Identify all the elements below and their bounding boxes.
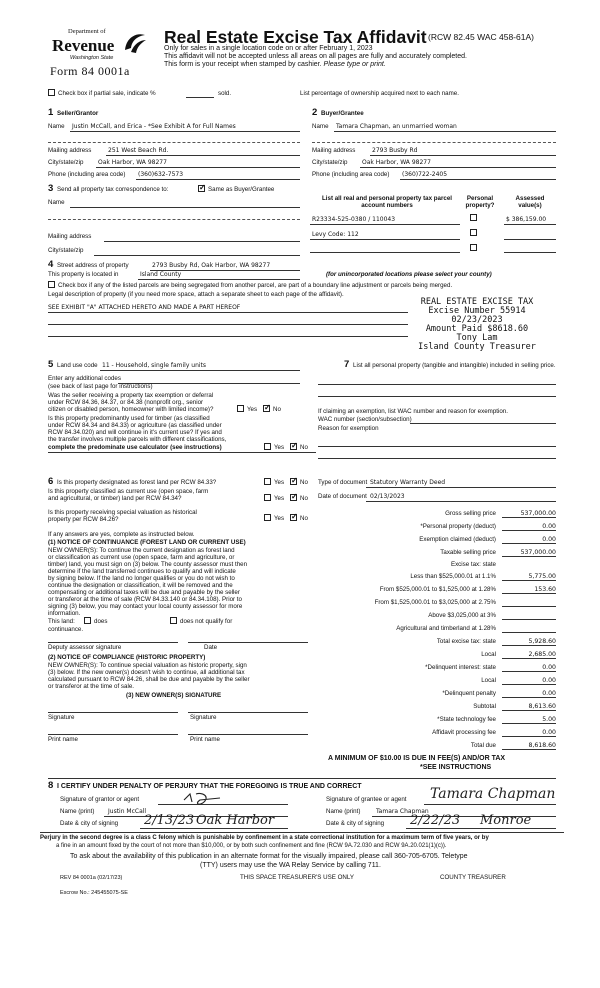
deputy-signature-label: Deputy assessor signature <box>48 644 122 651</box>
exemption-no-checkbox[interactable] <box>263 405 270 412</box>
new-owner-print-field-2[interactable] <box>188 734 308 735</box>
processing-fee-label: Affidavit processing fee <box>432 729 496 736</box>
excise-state-label: Excise tax: state <box>450 561 496 568</box>
exemption-yes-checkbox[interactable] <box>237 405 244 412</box>
assessed-header: Assessed value(s) <box>515 195 545 210</box>
timber-q-line-2: under RCW 84.34 and 84.33) or agriculture (as classified under <box>48 422 222 429</box>
signature-label-2: Signature <box>190 714 217 721</box>
same-as-buyer-label: Same as Buyer/Grantee <box>208 186 275 193</box>
land-does-label: does <box>94 618 108 625</box>
personal-property-list-label: List all personal property (tangible and intangible) included in selling price. <box>353 362 556 369</box>
stamp-line-2: Excise Number 55914 <box>428 306 526 316</box>
partial-percent-field[interactable] <box>186 97 214 98</box>
historic-q-line-2: property per RCW 84.26? <box>48 516 119 523</box>
reason-label: Reason for exemption <box>318 425 379 432</box>
tech-fee-label: *State technology fee <box>437 716 496 723</box>
perjury-line-1: Perjury in the second degree is a class C felony which is punishable by confinement in a state correctional institution for a maximum term of five years, or by <box>40 835 489 841</box>
seller-city-field[interactable]: Oak Harbor, WA 98277 <box>98 159 167 166</box>
notice-continuance-line: NEW OWNER(S): To continue the current designation as forest land <box>48 547 235 554</box>
forest-land-question: Is this property designated as forest land per RCW 84.33? <box>57 479 217 486</box>
buyer-name-field[interactable]: Tamara Chapman, an unmarried woman <box>336 123 457 130</box>
corr-name-field[interactable] <box>70 207 300 208</box>
timber-q-line-5: complete the predominate use calculator (see instructions) <box>48 444 222 451</box>
current-use-no-label: No <box>300 495 308 502</box>
historic-no-label: No <box>300 515 308 522</box>
rate-1-field[interactable]: 5,775.00 <box>502 573 556 581</box>
delinquent-penalty-label: *Delinquent penalty <box>442 690 496 697</box>
grantee-city-field[interactable]: Monroe <box>480 813 532 828</box>
notice-continuance-line: continue the designation or classification, it will be removed and the <box>48 582 233 589</box>
exemption-yes-label: Yes <box>247 406 258 413</box>
assessed-line-3 <box>504 252 556 253</box>
corr-city-label: City/state/zip <box>48 247 84 254</box>
rcw-reference: (RCW 82.45 WAC 458-61A) <box>428 32 534 42</box>
revision-label: REV 84 0001a (02/17/23) <box>60 875 123 881</box>
logo-state: Washington State <box>70 55 114 61</box>
current-use-q-line-1: Is this property classified as current use (open space, farm <box>48 488 209 495</box>
legal-line-2 <box>48 324 408 325</box>
buyer-phone-label: Phone (including area code) <box>312 171 390 178</box>
land-use-line <box>100 370 300 371</box>
certify-statement: I CERTIFY UNDER PENALTY OF PERJURY THAT THE FOREGOING IS TRUE AND CORRECT <box>57 783 362 790</box>
land-does-not-label: does not qualify for <box>180 618 233 625</box>
stamp-line-3: 02/23/2023 <box>451 315 503 325</box>
grantee-name-label: Name (print) <box>326 808 361 815</box>
processing-fee-field[interactable]: 0.00 <box>502 729 556 737</box>
parcel-column-header: List all real and personal property tax parcel account numbers <box>322 195 452 210</box>
doc-type-line <box>366 487 556 488</box>
exemption-no-label: No <box>273 406 281 413</box>
exemption-q-line-3: citizen or disabled person, homeowner with limited income)? <box>48 406 214 413</box>
additional-codes-note: (see back of last page for instructions) <box>48 383 153 390</box>
corr-mail-field[interactable] <box>104 241 300 242</box>
parcel-number[interactable]: R23334-525-0380 / 110043 <box>312 216 396 223</box>
grantee-name-field[interactable]: Tamara Chapman <box>376 808 429 815</box>
buyer-name-label: Name <box>312 123 329 130</box>
timber-q-line-1: Is this property predominantly used for timber (as classified <box>48 415 210 422</box>
exemption-q-line-2: under RCW 84.36, 84.37, or 84.38 (nonprofit org., senior <box>48 399 204 406</box>
grantor-name-label: Name (print) <box>60 808 95 815</box>
assessed-line-1 <box>504 224 556 225</box>
timber-yes-label: Yes <box>274 444 285 451</box>
segregation-label: Check box if any of the listed parcels are being segregated from another parcel, are part of a boundary line adjustment or parcels being merged. <box>58 282 453 289</box>
notice-compliance-line: calculated pursuant to RCW 84.26, shall be due and payable by the seller <box>48 676 250 683</box>
revenue-swoosh-icon <box>122 30 148 56</box>
corr-extra-line <box>48 219 300 220</box>
same-as-buyer-checkbox[interactable] <box>198 185 205 192</box>
grantee-date-label: Date & city of signing <box>326 820 385 827</box>
stamp-line-1: REAL ESTATE EXCISE TAX <box>420 297 534 307</box>
signature-label-1: Signature <box>48 714 75 721</box>
new-owner-print-field-1[interactable] <box>48 734 178 735</box>
grantee-date-line <box>406 828 556 829</box>
subtitle-1: Only for sales in a single location code on or after February 1, 2023 <box>164 45 373 52</box>
print-name-label-2: Print name <box>190 736 220 743</box>
local-label: Local <box>481 651 496 658</box>
new-owner-signature-field-2[interactable] <box>188 712 308 713</box>
forest-no-checkbox[interactable] <box>290 478 297 485</box>
gross-price-field[interactable]: 537,000.00 <box>502 510 556 518</box>
seller-city-label: City/state/zip <box>48 159 84 166</box>
taxable-price-label: Taxable selling price <box>440 549 496 556</box>
escrow-number: Escrow No.: 245455075-SE <box>60 890 128 896</box>
timber-no-label: No <box>300 444 308 451</box>
see-instructions-note: *SEE INSTRUCTIONS <box>420 764 492 771</box>
notice-continuance-line: compensating or additional taxes will be due and payable by the seller <box>48 589 240 596</box>
stamp-line-6: Island County Treasurer <box>418 342 536 352</box>
current-use-yes-label: Yes <box>274 495 285 502</box>
current-use-q-line-2: and agricultural, or timber) land per RCW 84.34? <box>48 495 182 502</box>
street-address-label: Street address of property <box>57 262 129 269</box>
section-6-number: 6 <box>48 476 54 487</box>
taxable-price-field[interactable]: 537,000.00 <box>502 549 556 557</box>
rate-1-label: Less than $525,000.01 at 1.1% <box>410 573 496 580</box>
footer-rule <box>40 832 564 833</box>
grantee-signature-label: Signature of grantee or agent <box>326 796 407 803</box>
seller-name-label: Name <box>48 123 65 130</box>
this-land-label: This land: <box>48 618 75 625</box>
grantee-date-field[interactable]: 2/22/23 <box>410 813 461 828</box>
county-treasurer-label: COUNTY TREASURER <box>440 874 506 881</box>
seller-mail-line <box>106 155 300 156</box>
additional-codes-label: Enter any additional codes <box>48 375 121 382</box>
minimum-due-note: A MINIMUM OF $10.00 IS DUE IN FEE(S) AND/OR TAX <box>328 755 506 762</box>
notice-continuance-line: timber) land, you must sign on (3) below. The county assessor must then <box>48 561 248 568</box>
total-due-label: Total due <box>470 742 496 749</box>
grantor-city-field[interactable]: Oak Harbor <box>196 813 275 828</box>
section-4-number: 4 <box>48 259 54 270</box>
land-does-checkbox[interactable] <box>84 617 91 624</box>
exemption-q-line-1: Was the seller receiving a property tax exemption or deferral <box>48 392 214 399</box>
buyer-mail-line <box>370 155 556 156</box>
wac-number-label: WAC number (section/subsection) <box>318 416 412 423</box>
current-use-no-checkbox[interactable] <box>290 494 297 501</box>
subtitle-2: This affidavit will not be accepted unless all areas on all pages are fully and accurately completed. <box>164 53 467 60</box>
treasurer-use-label: THIS SPACE TREASURER'S USE ONLY <box>240 874 354 881</box>
parcel-line-3 <box>310 252 460 253</box>
assessed-value[interactable]: $ 386,159.00 <box>506 216 547 223</box>
forest-yes-label: Yes <box>274 479 285 486</box>
new-owner-signature-field-1[interactable] <box>48 712 178 713</box>
doc-type-field[interactable]: Statutory Warranty Deed <box>370 479 446 486</box>
doc-type-label: Type of document <box>318 479 368 486</box>
notice-continuance-line: signing (3) below, you may contact your local county assessor for more <box>48 603 243 610</box>
land-use-field[interactable]: 11 - Household, single family units <box>102 362 207 369</box>
form-number: Form 84 0001a <box>50 64 130 78</box>
rate-5-label: Agricultural and timberland at 1.28% <box>396 625 496 632</box>
dor-logo <box>48 26 160 80</box>
levy-code[interactable]: Levy Code: 112 <box>312 231 359 238</box>
current-use-yes-checkbox[interactable] <box>264 494 271 501</box>
subtotal-field[interactable]: 8,613.60 <box>502 703 556 711</box>
print-name-label-1: Print name <box>48 736 78 743</box>
alt-format-line-1: To ask about the availability of this publication in an alternate format for the visually impaired, please call 360-705-6705. Teletype <box>70 853 468 860</box>
legal-description-label: Legal description of property (if you need more space, attach a separate sheet to each page of the affidavit). <box>48 291 344 298</box>
section-2-number: 2 <box>312 107 318 118</box>
seller-name-field[interactable]: Justin McCall, and Erica - *See Exhibit A for Full Names <box>72 123 236 130</box>
historic-yes-label: Yes <box>274 515 285 522</box>
grantor-date-field[interactable]: 2/13/23 <box>144 813 195 828</box>
grantor-name-field[interactable]: Justin McCall <box>108 808 147 815</box>
alt-format-line-2: (TTY) users may use the WA Relay Service by calling 711. <box>200 862 381 869</box>
notice-continuance-line: or classification as current use (open space, farm and agriculture, or <box>48 554 235 561</box>
personal-property-list-line-2[interactable] <box>318 396 556 397</box>
buyer-city-label: City/state/zip <box>312 159 348 166</box>
local-field[interactable]: 2,685.00 <box>502 651 556 659</box>
doc-date-label: Date of document <box>318 493 367 500</box>
ownership-note: List percentage of ownership acquired next to each name. <box>300 90 459 97</box>
parcel-line-2 <box>310 239 460 240</box>
parcel-line-1 <box>310 224 460 225</box>
new-owner-signature-title: (3) NEW OWNER(S) SIGNATURE <box>126 692 222 699</box>
delinquent-state-field[interactable]: 0.00 <box>502 664 556 672</box>
any-yes-note: If any answers are yes, complete as instructed below. <box>48 531 195 538</box>
reason-field[interactable] <box>318 446 556 447</box>
rate-5-field[interactable] <box>502 625 556 633</box>
seller-phone-label: Phone (including area code) <box>48 171 126 178</box>
delinquent-state-label: *Delinquent interest: state <box>425 664 496 671</box>
personal-property-checkbox-1[interactable] <box>470 214 477 221</box>
notice-continuance-line: by signing below. If the land no longer qualifies or you do not wish to <box>48 575 235 582</box>
delinquent-local-label: Local <box>481 677 496 684</box>
partial-sale-label: Check box if partial sale, indicate % <box>58 90 156 97</box>
legal-description-field[interactable]: SEE EXHIBIT "A" ATTACHED HERETO AND MADE A PART HEREOF <box>48 304 241 311</box>
rate-4-label: Above $3,025,000 at 3% <box>428 612 496 619</box>
timber-no-checkbox[interactable] <box>290 443 297 450</box>
exemption-deduct-field[interactable]: 0.00 <box>502 536 556 544</box>
rate-4-field[interactable] <box>502 612 556 620</box>
partial-sold-label: sold. <box>218 90 232 97</box>
seller-mail-label: Mailing address <box>48 147 92 154</box>
notice-continuance-line: determine if the land transferred continues to qualify and will indicate <box>48 568 236 575</box>
deputy-signature-field[interactable] <box>48 642 178 643</box>
section-5-divider <box>48 452 316 453</box>
buyer-city-field[interactable]: Oak Harbor, WA 98277 <box>362 159 431 166</box>
perjury-line-2: a fine in an amount fixed by the court of not more than $10,000, or by both such confinement and fine (RCW 9A.72.030 and RCW 9A.20.021(1)(c)). <box>56 843 447 849</box>
rate-3-field[interactable] <box>502 599 556 607</box>
segregation-checkbox[interactable] <box>48 281 55 288</box>
assessed-line-2 <box>504 239 556 240</box>
historic-yes-checkbox[interactable] <box>264 514 271 521</box>
seller-heading: Seller/Grantor <box>57 110 99 117</box>
notice-continuance-line: or transferor at the time of sale (RCW 84.33.140 or 84.34.108). Prior to <box>48 596 242 603</box>
grantor-signature-label: Signature of grantor or agent <box>60 796 140 803</box>
unincorporated-note: (for unincorporated locations please select your county) <box>326 271 492 278</box>
total-due-field[interactable]: 8,618.60 <box>502 742 556 750</box>
legal-line-3 <box>48 336 408 337</box>
reason-extra-line <box>318 458 556 459</box>
street-address-field[interactable]: 2793 Busby Rd, Oak Harbor, WA 98277 <box>152 262 271 269</box>
rate-2-field[interactable]: 153.60 <box>502 586 556 594</box>
buyer-heading: Buyer/Grantee <box>321 110 364 117</box>
page-title: Real Estate Excise Tax Affidavit <box>164 27 427 47</box>
rate-3-label: From $1,525,000.01 to $3,025,000 at 2.75% <box>374 599 496 606</box>
land-use-label: Land use code <box>57 362 98 369</box>
logo-dept: Department of <box>68 28 106 35</box>
section-8-number: 8 <box>48 780 54 791</box>
buyer-mail-label: Mailing address <box>312 147 356 154</box>
doc-date-field[interactable]: 02/13/2023 <box>370 493 405 500</box>
rate-2-label: From $525,000.01 to $1,525,000 at 1.28% <box>379 586 496 593</box>
buyer-phone-line <box>400 179 556 180</box>
notice-compliance-line: or transferor at the time of sale. <box>48 683 134 690</box>
section-7-number: 7 <box>344 359 350 370</box>
total-state-label: Total excise tax: state <box>436 638 496 645</box>
buyer-city-line <box>360 167 556 168</box>
delinquent-penalty-field[interactable]: 0.00 <box>502 690 556 698</box>
county-select[interactable]: Island County <box>140 271 182 278</box>
exemption-deduct-label: Exemption claimed (deduct) <box>419 536 496 543</box>
grantor-signature-mark <box>180 788 240 808</box>
located-in-label: This property is located in <box>48 271 119 278</box>
personal-property-deduct-field[interactable]: 0.00 <box>502 523 556 531</box>
personal-property-checkbox-2[interactable] <box>470 229 477 236</box>
grantee-signature-field[interactable]: Tamara Chapman <box>430 786 556 802</box>
buyer-mail-field[interactable]: 2793 Busby Rd <box>372 147 418 154</box>
stamp-line-4: Amount Paid $8618.60 <box>425 324 529 334</box>
total-state-field[interactable]: 5,928.60 <box>502 638 556 646</box>
notice-compliance-line: NEW OWNER(S): To continue special valuation as historic property, sign <box>48 662 247 669</box>
personal-property-deduct-label: *Personal property (deduct) <box>420 523 496 530</box>
corr-mail-label: Mailing address <box>48 233 92 240</box>
doc-date-line <box>366 501 556 502</box>
deputy-date-field[interactable] <box>188 642 308 643</box>
seller-mail-field[interactable]: 251 West Beach Rd. <box>108 147 169 154</box>
partial-sale-checkbox[interactable] <box>48 89 55 96</box>
corr-name-label: Name <box>48 199 65 206</box>
tech-fee-field[interactable]: 5.00 <box>502 716 556 724</box>
buyer-name-line <box>334 131 556 132</box>
notice-continuance-title: (1) NOTICE OF CONTINUANCE (FOREST LAND OR CURRENT USE) <box>48 539 246 546</box>
seller-extra-line <box>48 142 300 143</box>
subtotal-label: Subtotal <box>473 703 496 710</box>
forest-yes-checkbox[interactable] <box>264 478 271 485</box>
correspondence-label: Send all property tax correspondence to: <box>57 186 169 193</box>
stamp-line-5: Tony Lam <box>456 333 498 343</box>
section-1-number: 1 <box>48 107 54 118</box>
buyer-extra-line <box>312 142 556 143</box>
subtitle-3: This form is your receipt when stamped by cashier. Please type or print. <box>164 61 386 68</box>
grantor-date-label: Date & city of signing <box>60 820 119 827</box>
corr-city-field[interactable] <box>94 255 300 256</box>
seller-city-line <box>96 167 300 168</box>
timber-q-line-4: the transfer involves multiple parcels with different classifications, <box>48 436 227 443</box>
personal-property-list-line-1[interactable] <box>318 384 556 385</box>
exemption-claim-label: If claiming an exemption, list WAC number and reason for exemption. <box>318 408 508 415</box>
grantee-signature-line <box>424 804 556 805</box>
seller-phone-line <box>136 179 300 180</box>
wac-number-field[interactable] <box>410 423 556 424</box>
seller-name-line <box>70 131 300 132</box>
section-5-number: 5 <box>48 359 54 370</box>
delinquent-local-field[interactable]: 0.00 <box>502 677 556 685</box>
forest-no-label: No <box>300 479 308 486</box>
gross-price-label: Gross selling price <box>445 510 496 517</box>
grantor-date-line <box>140 828 288 829</box>
timber-yes-checkbox[interactable] <box>264 443 271 450</box>
timber-q-line-3: RCW 84.34.020) and will continue in it's current use? If yes and <box>48 429 222 436</box>
county-line <box>138 279 300 280</box>
section-8-top-rule <box>48 778 556 779</box>
continuance-label: continuance. <box>48 626 84 633</box>
personal-property-header: Personal property? <box>465 195 495 210</box>
notice-continuance-line: information. <box>48 610 81 617</box>
land-does-not-checkbox[interactable] <box>170 617 177 624</box>
personal-property-checkbox-3[interactable] <box>470 244 477 251</box>
legal-line-1 <box>48 312 408 313</box>
section-3-number: 3 <box>48 183 54 194</box>
notice-compliance-line: (3) below. If the new owner(s) doesn't wish to continue, all additional tax <box>48 669 245 676</box>
logo-revenue: Revenue <box>52 36 115 55</box>
deputy-date-label: Date <box>204 644 218 651</box>
notice-compliance-title: (2) NOTICE OF COMPLIANCE (HISTORIC PROPERTY) <box>48 654 206 661</box>
seller-phone-field[interactable]: (360)632-7573 <box>138 171 184 178</box>
historic-no-checkbox[interactable] <box>290 514 297 521</box>
buyer-phone-field[interactable]: (360)722-2405 <box>402 171 448 178</box>
historic-q-line-1: Is this property receiving special valuation as historical <box>48 509 197 516</box>
